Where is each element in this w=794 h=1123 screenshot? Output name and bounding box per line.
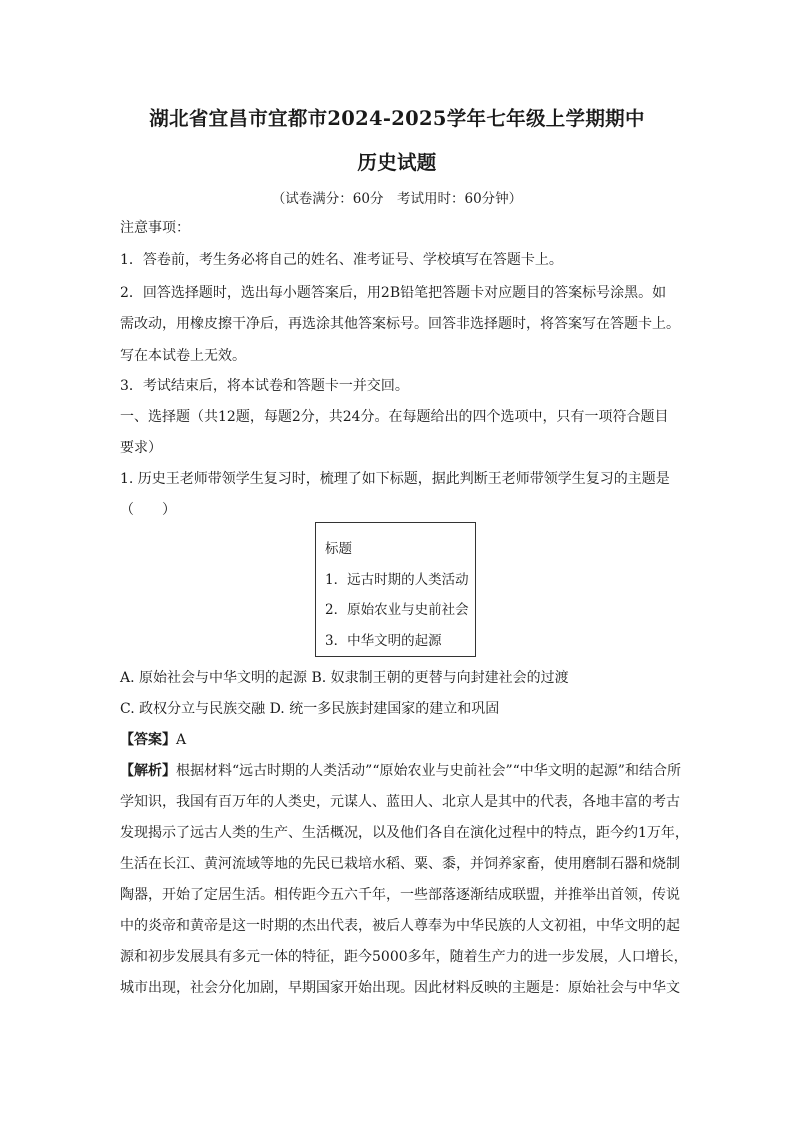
answer-label: 【答案】 — [120, 732, 176, 748]
titles-table — [315, 522, 476, 657]
note-line: 需改动，用橡皮擦干净后，再选涂其他答案标号。回答非选择题时，将答案写在答题卡上。 — [120, 316, 680, 332]
analysis-line: 发现揭示了远古人类的生产、生活概况，以及他们各自在演化过程中的特点，距今约1万年， — [120, 825, 689, 841]
analysis-line: 学知识，我国有百万年的人类史，元谋人、蓝田人、北京人是其中的代表，各地丰富的考古 — [120, 794, 680, 810]
table-row: 2．原始农业与史前社会 — [325, 602, 469, 618]
table-row: 3．中华文明的起源 — [325, 633, 442, 649]
note-line: 2．回答选择题时，选出每小题答案后，用2B铅笔把答题卡对应题目的答案标号涂黑。如 — [120, 285, 667, 301]
question-stem: 1. 历史王老师带领学生复习时，梳理了如下标题，据此判断王老师带领学生复习的主题是 — [120, 471, 670, 487]
table-header: 标题 — [325, 541, 352, 557]
analysis-line: 生活在长江、黄河流域等地的先民已栽培水稻、粟、黍，并饲养家畜，使用磨制石器和烧制 — [120, 856, 680, 872]
answer-blank: （ ） — [120, 502, 176, 518]
note-line: 写在本试卷上无效。 — [120, 348, 246, 364]
analysis-line: 中的炎帝和黄帝是这一时期的杰出代表，被后人尊奉为中华民族的人文初祖，中华文明的起 — [120, 918, 680, 934]
analysis-line: 源和初步发展具有多元一体的特征，距今5000多年，随着生产力的进一步发展，人口增长， — [120, 949, 688, 965]
note-line: 3．考试结束后，将本试卷和答题卡一并交回。 — [120, 378, 409, 394]
analysis-line: 【解析】根据材料“远古时期的人类活动”“原始农业与史前社会”“中华文明的起源”和结合所 — [120, 763, 681, 779]
options-line: C. 政权分立与民族交融 D. 统一多民族封建国家的建立和巩固 — [120, 701, 500, 717]
exam-info: （试卷满分：60分 考试用时：60分钟） — [271, 191, 523, 207]
section-heading-cont: 要求） — [120, 440, 162, 456]
exam-title: 湖北省宜昌市宜都市2024-2025学年七年级上学期期中 — [149, 107, 645, 130]
answer — [120, 729, 186, 749]
notes-heading: 注意事项： — [120, 220, 190, 236]
answer-value: A — [176, 732, 187, 748]
exam-subject: 历史试题 — [357, 151, 437, 174]
analysis-label: 【解析】 — [120, 763, 176, 779]
note-line: 1．答卷前，考生务必将自己的姓名、准考证号、学校填写在答题卡上。 — [120, 252, 563, 268]
section-heading: 一、选择题（共12题，每题2分，共24分。在每题给出的四个选项中，只有一项符合题目 — [120, 409, 669, 425]
analysis-line: 城市出现，社会分化加剧，早期国家开始出现。因此材料反映的主题是：原始社会与中华文 — [120, 980, 680, 996]
analysis-line: 陶器，开始了定居生活。相传距今五六千年，一些部落逐渐结成联盟，并推举出首领，传说 — [120, 887, 680, 903]
options-line: A. 原始社会与中华文明的起源 B. 奴隶制王朝的更替与向封建社会的过渡 — [120, 670, 569, 686]
table-row: 1．远古时期的人类活动 — [325, 572, 469, 588]
